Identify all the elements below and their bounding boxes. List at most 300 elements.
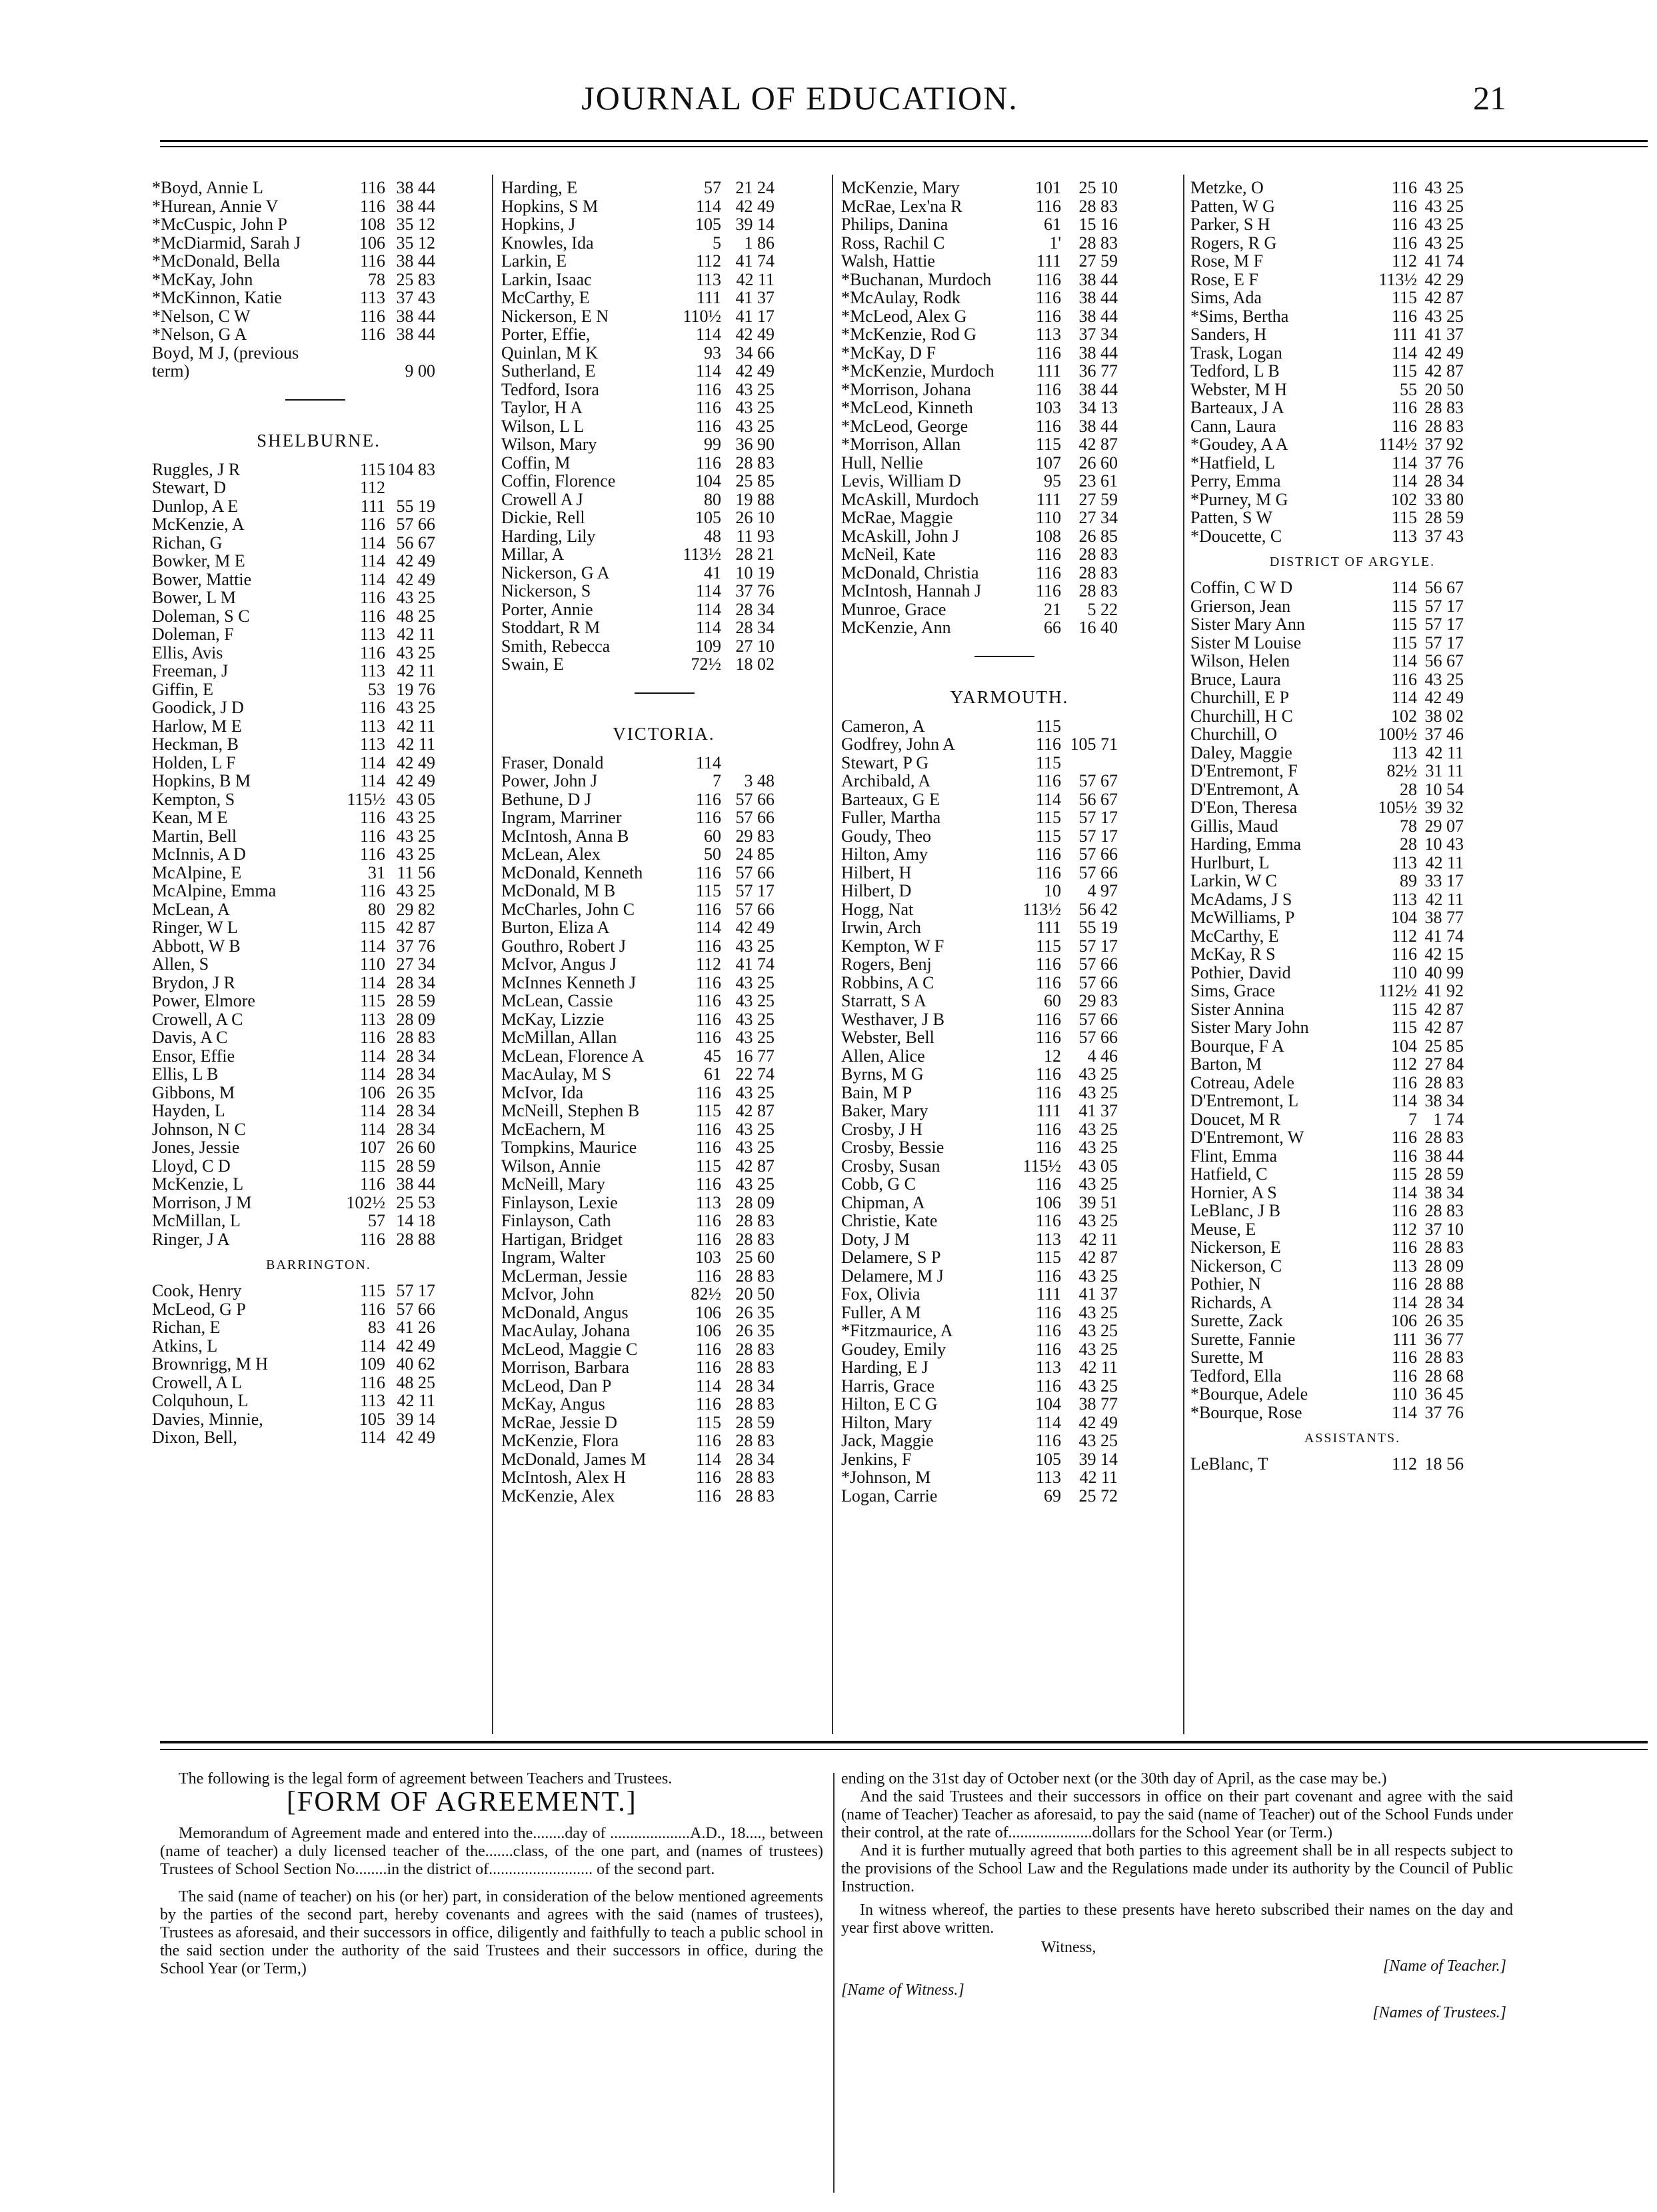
teacher-name: *McCuspic, John P: [152, 215, 287, 234]
days-taught: 116: [1035, 581, 1061, 600]
teacher-name: Tompkins, Maurice: [501, 1138, 637, 1157]
teacher-name: Hopkins, J: [501, 215, 576, 234]
days-taught: 100½: [1378, 724, 1417, 744]
days-taught: 114: [1391, 1182, 1417, 1202]
days-taught: 114: [695, 581, 721, 600]
days-taught: 78: [368, 269, 385, 289]
amount-paid: 40 99: [1424, 962, 1464, 982]
teacher-name: Gouthro, Robert J: [501, 936, 627, 956]
teacher-name: Giffin, E: [152, 679, 213, 699]
teacher-name: Barteaux, J A: [1190, 398, 1284, 417]
amount-paid: 34 66: [735, 343, 775, 363]
teacher-row: [841, 618, 1178, 637]
agreement-left-column: [160, 1770, 823, 1978]
teacher-row: [841, 1358, 1178, 1377]
teacher-row: [152, 307, 485, 326]
teacher-name: Morrison, J M: [152, 1192, 252, 1212]
teacher-name: McDonald, Kenneth: [501, 862, 643, 882]
teacher-name: Byrns, M G: [841, 1064, 924, 1084]
days-taught: 114: [359, 1046, 385, 1066]
teacher-name: Finlayson, Lexie: [501, 1192, 618, 1212]
teacher-row: [501, 937, 827, 956]
teacher-row: [152, 552, 485, 570]
column-divider: [492, 175, 493, 1734]
amount-paid: 43 25: [1078, 1266, 1118, 1286]
amount-paid: 9 00: [405, 361, 435, 381]
teacher-name: Ross, Rachil C: [841, 233, 945, 253]
days-taught: 93: [704, 343, 721, 363]
days-taught: 116: [359, 588, 385, 607]
amount-paid: 28 34: [396, 972, 435, 992]
amount-paid: 28 83: [1078, 196, 1118, 216]
amount-paid: 28 34: [1424, 471, 1464, 491]
amount-paid: 28 83: [1424, 1348, 1464, 1367]
amount-paid: 43 25: [396, 881, 435, 900]
teacher-row: [152, 461, 485, 479]
teacher-name: D'Entremont, L: [1190, 1091, 1299, 1110]
teacher-row: [841, 252, 1178, 271]
days-taught: 116: [695, 991, 721, 1010]
teacher-name: Barteaux, G E: [841, 789, 940, 809]
teacher-name: Surette, Zack: [1190, 1311, 1283, 1330]
days-taught: 114: [359, 1119, 385, 1139]
amount-paid: 28 83: [1424, 1072, 1464, 1092]
days-taught: 72½: [691, 654, 721, 674]
amount-paid: 42 11: [397, 661, 435, 680]
days-taught: 116: [695, 1082, 721, 1102]
amount-paid: 37 43: [1424, 526, 1464, 546]
teacher-name: Grierson, Jean: [1190, 596, 1291, 616]
amount-paid: 43 25: [1424, 178, 1464, 197]
amount-paid: 57 17: [396, 1281, 435, 1300]
amount-paid: 42 87: [1424, 361, 1464, 381]
teacher-name: Freeman, J: [152, 661, 229, 680]
amount-paid: 43 25: [1078, 1211, 1118, 1230]
days-taught: 105: [1035, 1449, 1061, 1469]
amount-paid: 28 83: [1078, 233, 1118, 253]
days-taught: 115½: [1022, 1156, 1061, 1176]
days-taught: 114: [695, 196, 721, 216]
days-taught: 116: [1391, 306, 1417, 326]
teacher-row: [152, 1102, 485, 1120]
teacher-row: [1190, 670, 1514, 689]
teacher-name: Munroe, Grace: [841, 599, 946, 619]
teacher-name: Wilson, Annie: [501, 1156, 601, 1176]
teacher-name: Sims, Grace: [1190, 981, 1276, 1000]
amount-paid: 20 50: [735, 1284, 775, 1304]
days-taught: 41: [704, 562, 721, 582]
days-taught: 112: [1391, 1054, 1417, 1074]
days-taught: 113: [1035, 1358, 1061, 1377]
teacher-name: Tedford, Ella: [1190, 1366, 1282, 1386]
amount-paid: 14 18: [396, 1211, 435, 1230]
days-taught: 114: [1391, 343, 1417, 363]
section-rule-top: [160, 1741, 1648, 1743]
teacher-name: Crosby, Bessie: [841, 1138, 944, 1157]
teacher-name: Starratt, S A: [841, 991, 926, 1010]
teacher-row: [501, 1395, 827, 1414]
days-taught: 104: [695, 471, 721, 491]
amount-paid: 28 59: [735, 1412, 775, 1432]
days-taught: 116: [1035, 1009, 1061, 1029]
days-taught: 114: [1391, 1091, 1417, 1110]
teacher-row: [841, 399, 1178, 417]
teacher-row: [501, 845, 827, 864]
teacher-row: [501, 582, 827, 600]
days-taught: 10: [1044, 881, 1061, 900]
days-taught: 114: [359, 752, 385, 772]
teacher-row: [1190, 688, 1514, 707]
teacher-name: Hayden, L: [152, 1101, 225, 1120]
teacher-name: Coffin, Florence: [501, 471, 616, 491]
amount-paid: 42 15: [1424, 944, 1464, 964]
teacher-row: [1190, 1055, 1514, 1074]
teacher-row: [501, 399, 827, 417]
teacher-row: [841, 509, 1178, 527]
teacher-row: [1190, 817, 1514, 836]
days-taught: 57: [368, 1211, 385, 1230]
amount-paid: 57 17: [1078, 808, 1118, 827]
days-taught: 105: [359, 1409, 385, 1429]
amount-paid: 28 83: [735, 1486, 775, 1506]
teacher-row: [841, 827, 1178, 846]
teacher-row: [1190, 707, 1514, 726]
teacher-name: McLeod, Dan P: [501, 1376, 612, 1396]
teacher-row: [501, 827, 827, 846]
teacher-name: Harding, Lily: [501, 526, 596, 546]
teacher-name: *McKenzie, Rod G: [841, 325, 976, 344]
amount-paid: 24 85: [735, 844, 775, 864]
teacher-row: [152, 1175, 485, 1194]
teacher-name: Fuller, A M: [841, 1302, 921, 1322]
amount-paid: 43 25: [1078, 1376, 1118, 1396]
teacher-name: McLean, Alex: [501, 844, 601, 864]
days-taught: 114: [695, 752, 721, 772]
days-taught: 116: [1035, 954, 1061, 974]
teacher-row: [152, 1194, 485, 1212]
teacher-row: [152, 1065, 485, 1084]
teacher-row: [152, 625, 485, 644]
teacher-row: [841, 1138, 1178, 1157]
teacher-row: [152, 1212, 485, 1230]
header-rule-top: [160, 140, 1648, 142]
amount-paid: 21 24: [735, 178, 775, 197]
amount-paid: 22 74: [735, 1064, 775, 1084]
teacher-row: [841, 717, 1178, 736]
teacher-name: Sister Mary John: [1190, 1018, 1309, 1037]
days-taught: 107: [359, 1138, 385, 1157]
header-rule-bottom: [160, 146, 1648, 147]
amount-paid: 28 83: [1424, 416, 1464, 436]
teacher-row: [841, 1157, 1178, 1176]
teacher-row: [841, 1432, 1178, 1450]
teacher-row: [841, 1010, 1178, 1029]
amount-paid: 28 59: [396, 991, 435, 1010]
amount-paid: 26 35: [1424, 1311, 1464, 1330]
amount-paid: 43 25: [396, 642, 435, 662]
teacher-row: [1190, 289, 1514, 307]
teacher-row: [1190, 1147, 1514, 1166]
teacher-row: [1190, 1330, 1514, 1349]
teacher-row: [152, 827, 485, 846]
teacher-name: Brownrigg, M H: [152, 1354, 269, 1374]
days-taught: 115: [1391, 1164, 1417, 1184]
teacher-name: Morrison, Barbara: [501, 1358, 630, 1377]
teacher-name: Knowles, Ida: [501, 233, 594, 253]
amount-paid: 10 19: [735, 562, 775, 582]
amount-paid: 38 77: [1078, 1394, 1118, 1414]
amount-paid: 42 11: [397, 716, 435, 736]
teacher-row: [501, 600, 827, 619]
amount-paid: 28 34: [735, 618, 775, 637]
teacher-name: Wilson, Mary: [501, 435, 597, 454]
days-taught: 114: [1035, 1412, 1061, 1432]
teacher-row: [1190, 1312, 1514, 1330]
amount-paid: 43 25: [735, 398, 775, 417]
days-taught: 115: [1391, 596, 1417, 616]
teacher-name: Pothier, N: [1190, 1274, 1261, 1294]
teacher-row: [152, 607, 485, 626]
amount-paid: 28 83: [735, 1394, 775, 1414]
days-taught: 106: [359, 1082, 385, 1102]
days-taught: 114: [359, 1428, 385, 1447]
days-taught: 80: [704, 489, 721, 509]
days-taught: 115: [1035, 716, 1061, 736]
teacher-name: Richards, A: [1190, 1292, 1272, 1312]
teacher-name: Ruggles, J R: [152, 459, 241, 479]
amount-paid: 42 11: [1425, 852, 1464, 872]
days-taught: 113: [695, 269, 721, 289]
teacher-name: Fuller, Martha: [841, 808, 941, 827]
teacher-row: [1190, 982, 1514, 1000]
teacher-name: Harlow, M E: [152, 716, 242, 736]
teacher-name: Larkin, Isaac: [501, 269, 592, 289]
teacher-row: [152, 974, 485, 992]
amount-paid: 28 34: [735, 1449, 775, 1469]
amount-paid: 57 66: [735, 808, 775, 827]
teacher-row: [1190, 1000, 1514, 1019]
days-taught: 111: [1036, 361, 1061, 381]
teacher-name: Perry, Emma: [1190, 471, 1281, 491]
teacher-name: McNeil, Kate: [841, 545, 936, 564]
days-taught: 116: [1391, 1348, 1417, 1367]
teacher-row: [501, 1212, 827, 1230]
days-taught: 78: [1400, 816, 1417, 836]
teacher-name: *Doucette, C: [1190, 526, 1282, 546]
amount-paid: 38 77: [1424, 908, 1464, 927]
teacher-name: *Hatfield, L: [1190, 453, 1276, 473]
days-taught: 116: [1035, 1174, 1061, 1194]
days-taught: 116: [695, 453, 721, 473]
teacher-row: [1190, 1184, 1514, 1202]
teacher-row: [1190, 725, 1514, 744]
teacher-name: Hatfield, C: [1190, 1164, 1268, 1184]
days-taught: 113: [359, 716, 385, 736]
trustees-signature-line: [Names of Trustees.]: [1372, 2004, 1506, 2021]
teacher-name: Taylor, H A: [501, 398, 583, 417]
teacher-name: Hilton, E C G: [841, 1394, 938, 1414]
amount-paid: 43 25: [396, 844, 435, 864]
teacher-row: [501, 307, 827, 326]
teacher-name: McDonald, Angus: [501, 1302, 629, 1322]
amount-paid: 41 37: [735, 288, 775, 307]
county-heading: YARMOUTH.: [950, 686, 1069, 707]
amount-paid: 37 76: [735, 581, 775, 600]
days-taught: 109: [695, 636, 721, 656]
teacher-name: Larkin, E: [501, 251, 567, 271]
amount-paid: 37 76: [1424, 1402, 1464, 1422]
amount-paid: 37 76: [396, 936, 435, 956]
teacher-name: Allen, S: [152, 954, 209, 974]
teacher-name: Jack, Maggie: [841, 1431, 934, 1450]
days-taught: 116: [1035, 1339, 1061, 1359]
amount-paid: 42 87: [1424, 1018, 1464, 1037]
teacher-name: Wilson, Helen: [1190, 651, 1290, 670]
days-taught: 7: [1408, 1109, 1417, 1129]
teacher-row: [1190, 399, 1514, 417]
teacher-name: Allen, Alice: [841, 1046, 925, 1066]
teacher-name: Bower, Mattie: [152, 569, 252, 589]
amount-paid: 41 37: [1424, 325, 1464, 344]
teacher-row: [841, 344, 1178, 363]
teacher-name: Chipman, A: [841, 1192, 925, 1212]
days-taught: 116: [695, 398, 721, 417]
county-heading: SHELBURNE.: [257, 430, 381, 451]
days-taught: 116: [1035, 1138, 1061, 1157]
days-taught: 116: [695, 379, 721, 399]
days-taught: 115: [359, 1281, 385, 1300]
teacher-name: *Morrison, Allan: [841, 435, 961, 454]
amount-paid: 43 25: [1078, 1064, 1118, 1084]
amount-paid: 11 93: [736, 526, 775, 546]
amount-paid: 28 83: [735, 1431, 775, 1450]
teacher-row: [841, 1047, 1178, 1066]
amount-paid: 28 83: [1078, 581, 1118, 600]
teacher-name: McLean, Cassie: [501, 991, 613, 1010]
teacher-row: [152, 479, 485, 497]
days-taught: 101: [1035, 178, 1061, 197]
teacher-row: [501, 1010, 827, 1029]
teacher-row: [841, 417, 1178, 436]
days-taught: 116: [695, 416, 721, 436]
amount-paid: 26 35: [735, 1321, 775, 1340]
district-heading: BARRINGTON.: [266, 1258, 371, 1272]
teacher-name: Archibald, A: [841, 771, 931, 790]
teacher-row: [841, 435, 1178, 454]
section-separator: [841, 637, 1178, 677]
days-taught: 115: [1035, 435, 1061, 454]
amount-paid: 43 25: [396, 588, 435, 607]
amount-paid: 28 83: [735, 1468, 775, 1487]
amount-paid: 27 34: [396, 954, 435, 974]
amount-paid: 25 72: [1078, 1486, 1118, 1506]
amount-paid: 57 17: [1424, 614, 1464, 634]
teacher-row: [501, 1468, 827, 1487]
amount-paid: 38 34: [1424, 1091, 1464, 1110]
teacher-name: Jones, Jessie: [152, 1138, 240, 1157]
teacher-name: McCarthy, E: [501, 288, 590, 307]
days-taught: 112: [359, 478, 385, 497]
teacher-row: [152, 234, 485, 253]
teacher-name: Hilbert, D: [841, 881, 912, 900]
days-taught: 95: [1044, 471, 1061, 491]
teacher-row: [841, 1414, 1178, 1432]
teacher-signature-line: [Name of Teacher.]: [1382, 1957, 1506, 1975]
teacher-row: [1190, 1018, 1514, 1037]
days-taught: 113: [1391, 852, 1417, 872]
amount-paid: 27 59: [1078, 489, 1118, 509]
teacher-row: [152, 1392, 485, 1410]
teacher-row: [1190, 872, 1514, 890]
days-taught: 116: [695, 1009, 721, 1029]
teacher-row: [501, 882, 827, 900]
teacher-name: Harding, E J: [841, 1358, 928, 1377]
days-taught: 103: [695, 1248, 721, 1267]
agreement-ending: ending on the 31st day of October next (or the 30th day of April, as the case may be.): [841, 1770, 1387, 1787]
amount-paid: 28 34: [396, 1064, 435, 1084]
teacher-name: Bourque, F A: [1190, 1036, 1284, 1056]
amount-paid: 37 76: [1424, 453, 1464, 473]
teacher-name: Ellis, L B: [152, 1064, 219, 1084]
teacher-name: Hurlburt, L: [1190, 852, 1270, 872]
amount-paid: 39 32: [1424, 798, 1464, 817]
teacher-name: McAskill, John J: [841, 526, 959, 546]
days-taught: 116: [359, 642, 385, 662]
teacher-name: Nickerson, S: [501, 581, 591, 600]
teacher-row: [152, 1010, 485, 1029]
amount-paid: 38 44: [1078, 343, 1118, 363]
days-taught: 115: [695, 1156, 721, 1176]
teacher-row: [152, 534, 485, 553]
amount-paid: 56 67: [1078, 789, 1118, 809]
teacher-row: [152, 698, 485, 717]
days-taught: 82½: [691, 1284, 721, 1304]
amount-paid: 31 11: [1425, 761, 1464, 780]
days-taught: 12: [1044, 1046, 1061, 1066]
amount-paid: 38 44: [1078, 416, 1118, 436]
teacher-row: [841, 472, 1178, 491]
teacher-row: [152, 570, 485, 589]
teacher-row: [152, 325, 485, 344]
amount-paid: 43 25: [1078, 1321, 1118, 1340]
days-taught: 111: [1392, 1329, 1417, 1349]
days-taught: 116: [1035, 1302, 1061, 1322]
days-taught: 116: [1391, 196, 1417, 216]
teacher-row: [501, 252, 827, 271]
amount-paid: 57 66: [1078, 1028, 1118, 1047]
teacher-row: [841, 735, 1178, 754]
days-taught: 116: [359, 881, 385, 900]
teacher-name: McLeod, Maggie C: [501, 1339, 638, 1359]
days-taught: 115: [1035, 826, 1061, 846]
teacher-row: [1190, 780, 1514, 799]
teacher-name: Metzke, O: [1190, 178, 1264, 197]
teacher-name: *McLeod, George: [841, 416, 968, 436]
amount-paid: 41 92: [1424, 981, 1464, 1000]
teacher-row: [501, 325, 827, 344]
amount-paid: 28 83: [735, 1339, 775, 1359]
days-taught: 116: [1391, 215, 1417, 234]
amount-paid: 28 83: [735, 1358, 775, 1377]
amount-paid: 29 83: [1078, 991, 1118, 1010]
amount-paid: 27 84: [1424, 1054, 1464, 1074]
days-taught: 116: [1035, 1064, 1061, 1084]
days-taught: 83: [368, 1318, 385, 1337]
salary-column-4: [1190, 179, 1514, 1474]
days-taught: 113: [1391, 526, 1417, 546]
days-taught: 116: [359, 306, 385, 326]
teacher-name: Hilbert, H: [841, 862, 912, 882]
